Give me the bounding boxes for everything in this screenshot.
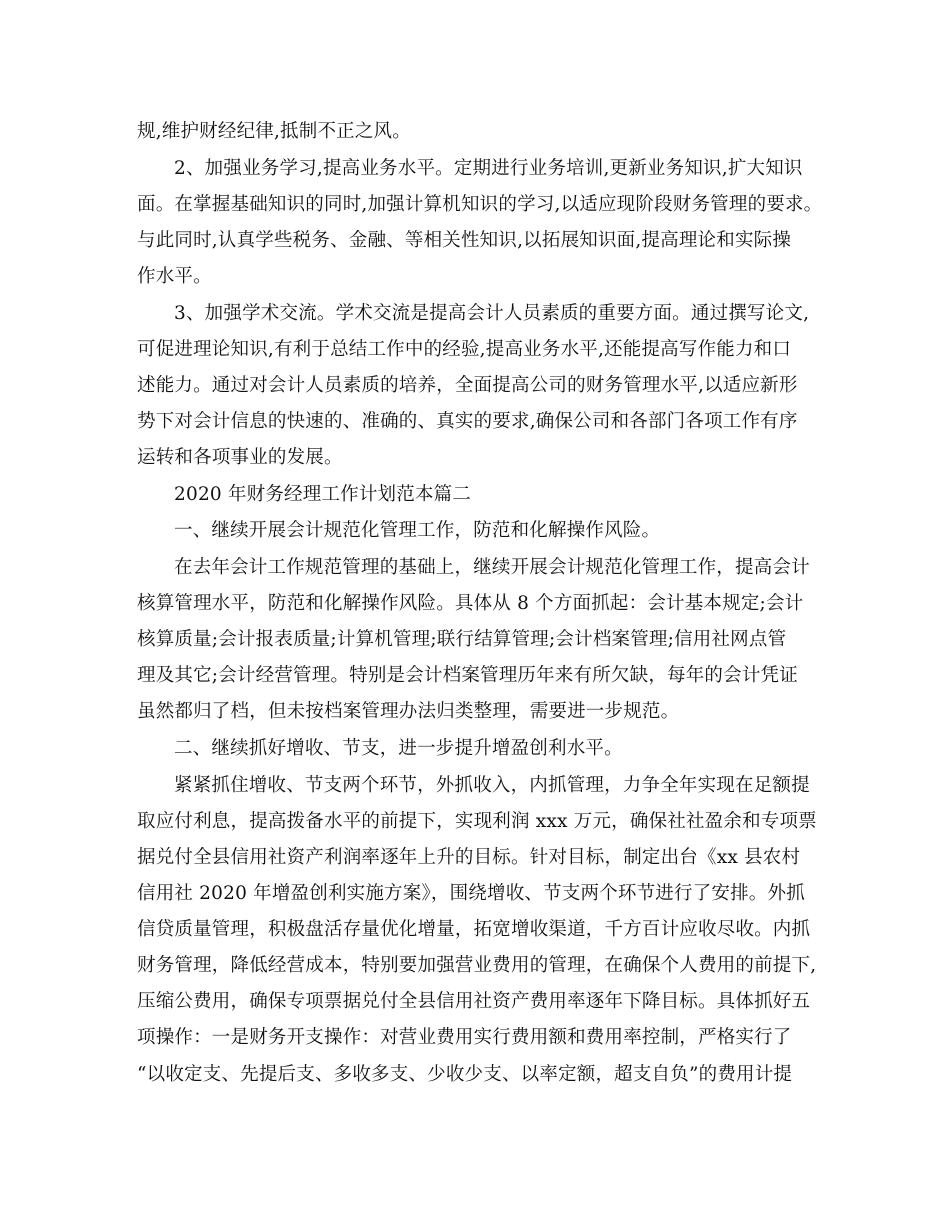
text-line: 作水平。 [137,266,212,287]
text-line: 据兑付全县信用社资产利润率逐年上升的目标。针对目标，制定出台《xx 县农村 [137,847,801,868]
text-line: 与此同时,认真学些税务、金融、等相关性知识,以拓展知识面,提高理论和实际操 [137,230,792,251]
section-heading: 二、继续抓好增收、节支，进一步提升增盈创利水平。 [174,738,623,759]
text-line: 核算质量;会计报表质量;计算机管理;联行结算管理;会计档案管理;信用社网点管 [137,629,787,650]
text-line: 财务管理，降低经营成本，特别要加强营业费用的管理，在确保个人费用的前提下, [137,955,817,976]
text-line: 规,维护财经纪律,抵制不正之风。 [137,121,411,142]
text-line: 理及其它;会计经营管理。特别是会计档案管理历年来有所欠缺，每年的会计凭证 [137,665,798,686]
text-line: 势下对会计信息的快速的、准确的、真实的要求,确保公司和各部门各项工作有序 [137,411,798,432]
text-line: 2、加强业务学习,提高业务水平。定期进行业务培训,更新业务知识,扩大知识 [174,158,803,179]
text-line: “以收定支、先提后支、多收多支、少收少支、以率定额，超支自负”的费用计提 [137,1064,793,1085]
text-line: 紧紧抓住增收、节支两个环节，外抓收入，内抓管理，力争全年实现在足额提 [174,775,810,796]
text-line: 虽然都归了档，但未按档案管理办法归类整理，需要进一步规范。 [137,701,680,722]
text-line: 信贷质量管理，积极盘活存量优化增量，拓宽增收渠道，千方百计应收尽收。内抓 [137,919,811,940]
text-line: 压缩公费用，确保专项票据兑付全县信用社资产费用率逐年下降目标。具体抓好五 [137,991,811,1012]
text-line: 项操作：一是财务开支操作：对营业费用实行费用额和费用率控制，严格实行了 [137,1027,792,1048]
text-line: 可促进理论知识,有利于总结工作中的经验,提高业务水平,还能提高写作能力和口 [137,339,792,360]
text-line: 述能力。通过对会计人员素质的培养，全面提高公司的财务管理水平,以适应新形 [137,375,798,396]
text-line: 3、加强学术交流。学术交流是提高会计人员素质的重要方面。通过撰写论文, [174,303,810,324]
text-line: 取应付利息，提高拨备水平的前提下，实现利润 xxx 万元，确保社社盈余和专项票 [137,811,817,832]
text-line: 核算管理水平，防范和化解操作风险。具体从 8 个方面抓起：会计基本规定;会计 [137,593,804,614]
text-line: 面。在掌握基础知识的同时,加强计算机知识的学习,以适应现阶段财务管理的要求。 [137,194,823,215]
section-title: 2020 年财务经理工作计划范本篇二 [174,484,472,505]
text-line: 信用社 2020 年增盈创利实施方案》，围绕增收、节支两个环节进行了安排。外抓 [137,883,805,904]
text-line: 在去年会计工作规范管理的基础上，继续开展会计规范化管理工作，提高会计 [174,557,810,578]
text-line: 运转和各项事业的发展。 [137,447,343,468]
section-heading: 一、继续开展会计规范化管理工作，防范和化解操作风险。 [174,520,661,541]
